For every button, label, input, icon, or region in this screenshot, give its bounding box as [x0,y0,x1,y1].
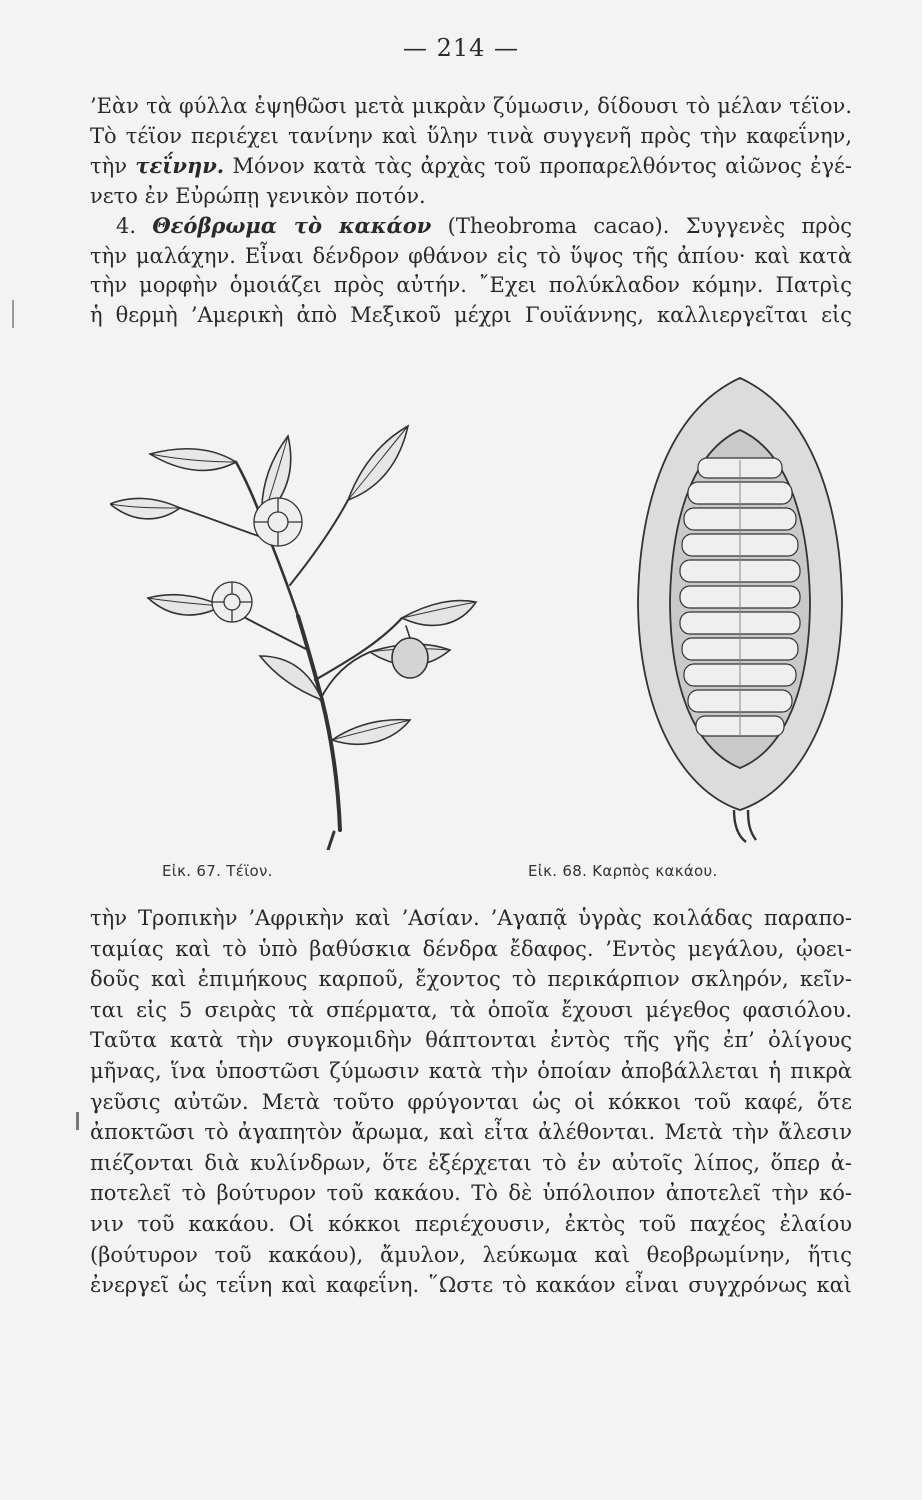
margin-speck [12,300,20,328]
text-line: τὴν μαλάχην. Εἶναι δένδρον φθάνον εἰς τὸ ὕψος τῆς ἀπίου· καὶ κατὰ [90,243,852,268]
cacao-pod-illustration [630,370,850,850]
flower-icon [254,498,302,546]
text-line: τὴν Τροπικὴν ’Αφρικὴν καὶ ’Ασίαν. ’Αγαπᾷ ὑγρὰς κοιλάδας παραπο- [90,906,852,930]
text-line: Ταῦτα κατὰ τὴν συγκομιδὴν θάπτονται ἐντὸς τῆς γῆς ἐπ’ ὀλίγους [90,1028,852,1053]
text-line: ποτελεῖ τὸ βούτυρον τοῦ κακάου. Τὸ δὲ ὑπόλοιπον ἀποτελεῖ τὴν κό- [90,1181,852,1206]
text-line: ἐνεργεῖ ὡς τεΐνη καὶ καφεΐνη. ῞Ωστε τὸ κακάον εἶναι συγχρόνως καὶ [90,1273,852,1298]
text-line: τὴν τεΐνην. Μόνον κατὰ τὰς ἀρχὰς τοῦ προπαρελθόντος αἰῶνος ἐγέ- [90,153,853,178]
text-line: δοῦς καὶ ἐπιμήκους καρποῦ, ἔχοντος τὸ περικάρπιον σκληρόν, κεῖν- [90,967,852,992]
text-line: ἀποκτῶσι τὸ ἀγαπητὸν ἄρωμα, καὶ εἶτα ἀλέθονται. Μετὰ τὴν ἄλεσιν [90,1120,852,1145]
emphasized-term: Θεόβρωμα τὸ κακάον [152,213,432,238]
bottom-paragraph [90,903,852,1301]
text-line: νιν τοῦ κακάου. Οἱ κόκκοι περιέχουσιν, ἐκτὸς τοῦ παχέος ἐλαίου [90,1211,852,1236]
text-line: (βούτυρον τοῦ κακάου), ἄμυλον, λεύκωμα καὶ θεοβρωμίνην, ἥτις [90,1242,852,1267]
tea-branch-illustration [110,380,480,850]
text-line: Τὸ τέϊον περιέχει τανίνην καὶ ὕλην τινὰ συγγενῆ πρὸς τὴν καφεΐνην, [90,123,852,148]
top-paragraphs [90,92,852,330]
text-line: ταμίας καὶ τὸ ὑπὸ βαθύσκια δένδρα ἔδαφος. ’Εντὸς μεγάλου, ᾠοει- [90,936,852,961]
text-line: γεῦσις αὐτῶν. Μετὰ τοῦτο φρύγονται ὡς οἱ κόκκοι τοῦ καφέ, ὅτε [90,1089,852,1114]
page-number: — 214 — [402,34,520,62]
text-line: ται εἰς 5 σειρὰς τὰ σπέρματα, τὰ ὁποῖα ἔχουσι μέγεθος φασιόλου. [90,997,852,1022]
figure-67-caption: Εἰκ. 67. Τέϊον. [162,862,273,880]
text-line: ἡ θερμὴ ’Αμερικὴ ἀπὸ Μεξικοῦ μέχρι Γουϊάννης, καλλιεργεῖται εἰς [90,302,852,327]
text-line: τὴν μορφὴν ὁμοιάζει πρὸς αὐτήν. ῎Εχει πολύκλαδον κόμην. Πατρὶς [90,273,852,297]
emphasized-term: τεΐνην. [135,153,225,178]
figure-68-caption: Εἰκ. 68. Καρπὸς κακάου. [528,862,718,880]
section-heading-line: 4. Θεόβρωμα τὸ κακάον (Theobroma cacao). Συγγενὲς πρὸς [116,213,853,238]
text-line: μῆνας, ἵνα ὑποστῶσι ζύμωσιν κατὰ τὴν ὁποίαν ἀποβάλλεται ἡ πικρὰ [90,1058,852,1083]
text-line: νετο ἐν Εὐρώπῃ γενικὸν ποτόν. [90,183,426,208]
text-line: ’Εὰν τὰ φύλλα ἑψηθῶσι μετὰ μικρὰν ζύμωσιν, δίδουσι τὸ μέλαν τέϊον. [90,94,852,118]
margin-mark [76,1112,79,1130]
text-line: πιέζονται διὰ κυλίνδρων, ὅτε ἐξέρχεται τὸ ἐν αὐτοῖς λίπος, ὅπερ ἀ- [90,1150,852,1175]
